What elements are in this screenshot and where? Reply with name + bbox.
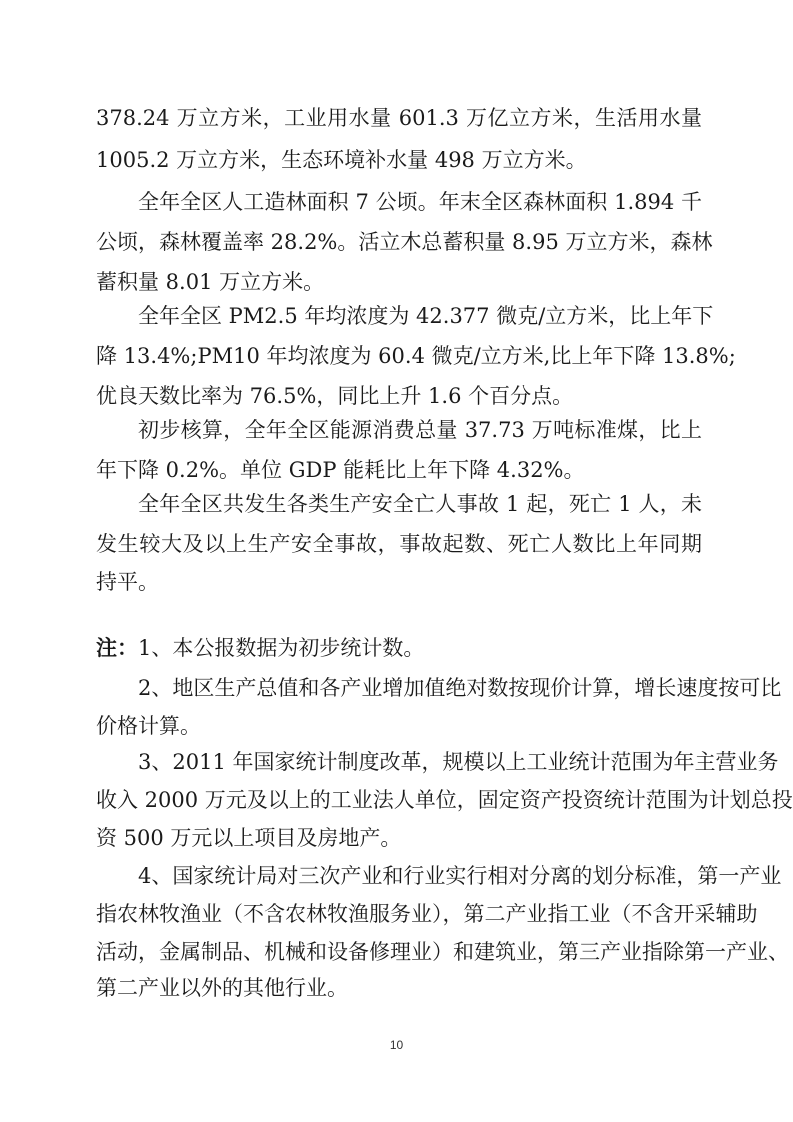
- note-line-1: [96, 628, 702, 668]
- text-line: 全年全区 PM2.5 年均浓度为 42.377 微克/立方米，比上年下: [138, 304, 714, 328]
- text-line: 活动，金属制品、机械和设备修理业）和建筑业，第三产业指除第一产业、: [96, 940, 789, 964]
- text-line: 3、2011 年国家统计制度改革，规模以上工业统计范围为年主营业务: [138, 750, 779, 774]
- text-line: 全年全区共发生各类生产安全亡人事故 1 起，死亡 1 人，未: [138, 492, 702, 516]
- text-line: 2、地区生产总值和各产业增加值绝对数按现价计算，增长速度按可比: [138, 676, 782, 700]
- note-label: 注：: [96, 635, 138, 660]
- text-line: 4、国家统计局对三次产业和行业实行相对分离的划分标准，第一产业: [138, 864, 782, 888]
- text-line: 1005.2 万立方米，生态环境补水量 498 万立方米。: [96, 148, 587, 172]
- text-line: 持平。: [96, 570, 159, 594]
- text-line: 公顷，森林覆盖率 28.2%。活立木总蓄积量 8.95 万立方米，森林: [96, 230, 713, 254]
- text-line: 第二产业以外的其他行业。: [96, 976, 348, 1000]
- text-line: 优良天数比率为 76.5%，同比上升 1.6 个百分点。: [96, 384, 574, 408]
- text-line: 发生较大及以上生产安全事故，事故起数、死亡人数比上年同期: [96, 532, 702, 556]
- text-line: 年下降 0.2%。单位 GDP 能耗比上年下降 4.32%。: [96, 458, 585, 482]
- text-line: 收入 2000 万元及以上的工业法人单位，固定资产投资统计范围为计划总投: [96, 788, 793, 812]
- text-line: 降 13.4%;PM10 年均浓度为 60.4 微克/立方米,比上年下降 13.8%;: [96, 344, 736, 368]
- page-number: 10: [389, 1038, 404, 1052]
- text-line: 蓄积量 8.01 万立方米。: [96, 270, 325, 294]
- text-line: 价格计算。: [96, 714, 201, 738]
- text-line: 资 500 万元以上项目及房地产。: [96, 826, 402, 850]
- note-text: 1、本公报数据为初步统计数。: [138, 636, 425, 660]
- text-line: 初步核算，全年全区能源消费总量 37.73 万吨标准煤，比上: [138, 418, 702, 442]
- text-line: 全年全区人工造林面积 7 公顷。年末全区森林面积 1.894 千: [138, 190, 702, 214]
- text-line: 378.24 万立方米，工业用水量 601.3 万亿立方米，生活用水量: [96, 106, 702, 130]
- text-line: 指农林牧渔业（不含农林牧渔服务业），第二产业指工业（不含开采辅助: [96, 902, 758, 926]
